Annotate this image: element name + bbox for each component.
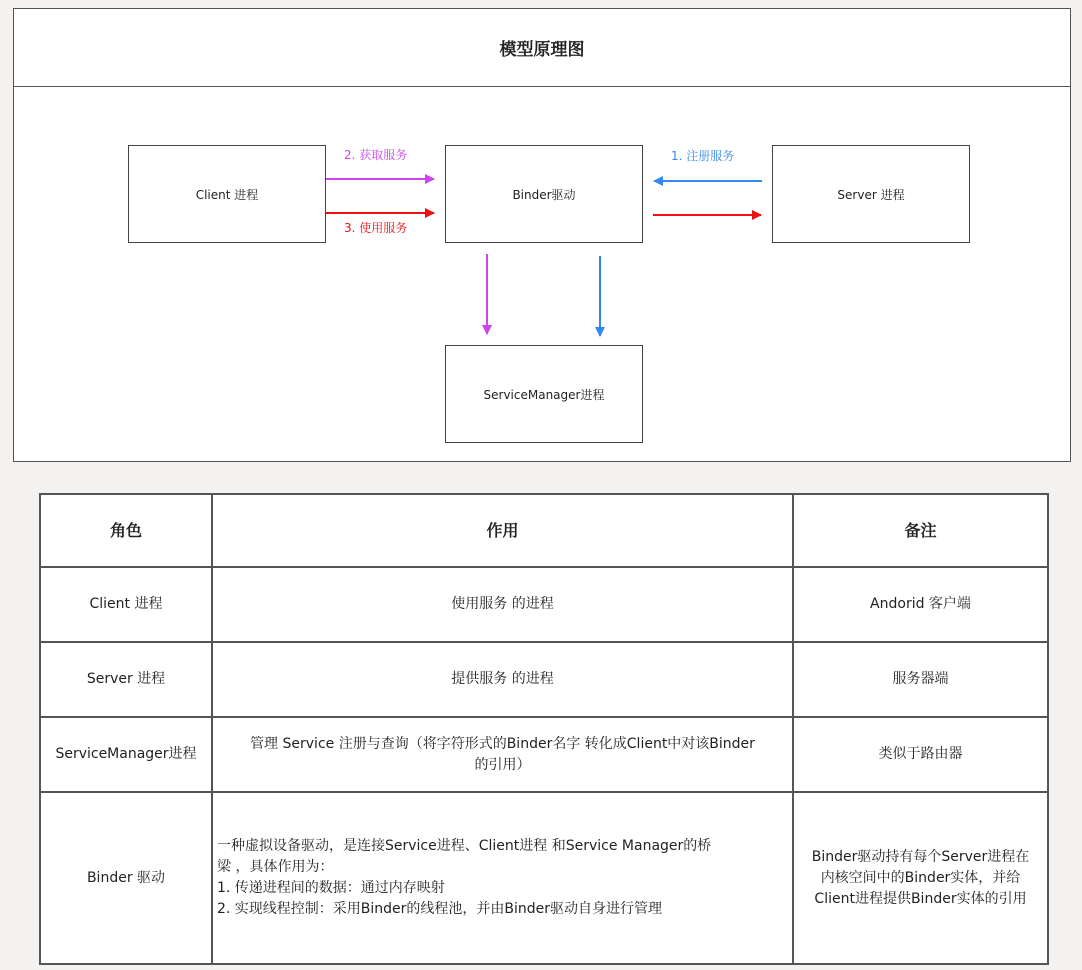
function-line: 提供服务 的进程 — [451, 671, 554, 687]
service-manager-label: ServiceManager进程 — [483, 387, 605, 402]
note-cell — [793, 567, 1048, 642]
table-row — [40, 717, 1048, 792]
table-row — [40, 567, 1048, 642]
function-line: 管理 Service 注册与查询（将字符形式的Binder名字 转化成Client中对该Binder — [250, 735, 755, 752]
table-header-row — [40, 494, 1048, 567]
function-cell — [212, 567, 793, 642]
get-service-label: 2. 获取服务 — [344, 148, 408, 162]
header-role: 角色 — [40, 494, 212, 567]
role-cell: Binder 驱动 — [40, 792, 212, 964]
register-service-label: 1. 注册服务 — [671, 149, 735, 163]
note-line: Client进程提供Binder实体的引用 — [814, 890, 1027, 907]
diagram-arrows — [14, 9, 1072, 463]
server-process-label: Server 进程 — [837, 187, 905, 202]
use-service-label: 3. 使用服务 — [344, 221, 408, 235]
note-line: 类似于路由器 — [878, 746, 963, 762]
note-line: Andorid 客户端 — [870, 596, 971, 612]
function-line: 1. 传递进程间的数据：通过内存映射 — [217, 880, 445, 896]
note-cell — [793, 717, 1048, 792]
header-note: 备注 — [793, 494, 1048, 567]
binder-driver-label: Binder驱动 — [512, 187, 576, 202]
model-diagram — [13, 8, 1071, 462]
header-function: 作用 — [212, 494, 793, 567]
function-line: 2. 实现线程控制：采用Binder的线程池，并由Binder驱动自身进行管理 — [217, 901, 663, 917]
role-cell: Client 进程 — [40, 567, 212, 642]
note-cell — [793, 642, 1048, 717]
roles-table — [39, 493, 1049, 965]
function-line: 梁 ，具体作用为： — [217, 859, 334, 875]
note-cell — [793, 792, 1048, 964]
function-cell — [212, 717, 793, 792]
note-line: 服务器端 — [892, 671, 949, 687]
role-cell: ServiceManager进程 — [40, 717, 212, 792]
role-cell: Server 进程 — [40, 642, 212, 717]
function-line: 使用服务 的进程 — [451, 596, 554, 612]
note-line: Binder驱动持有每个Server进程在 — [811, 848, 1030, 865]
table-row — [40, 792, 1048, 964]
function-line: 的引用） — [474, 756, 531, 773]
function-cell — [212, 642, 793, 717]
function-line: 一种虚拟设备驱动，是连接Service进程、Client进程 和Service Manager的桥 — [217, 838, 712, 854]
function-cell — [212, 792, 793, 964]
diagram-title: 模型原理图 — [14, 9, 1070, 87]
note-line: 内核空间中的Binder实体，并给 — [820, 869, 1021, 886]
client-process-label: Client 进程 — [195, 187, 259, 202]
table-row — [40, 642, 1048, 717]
